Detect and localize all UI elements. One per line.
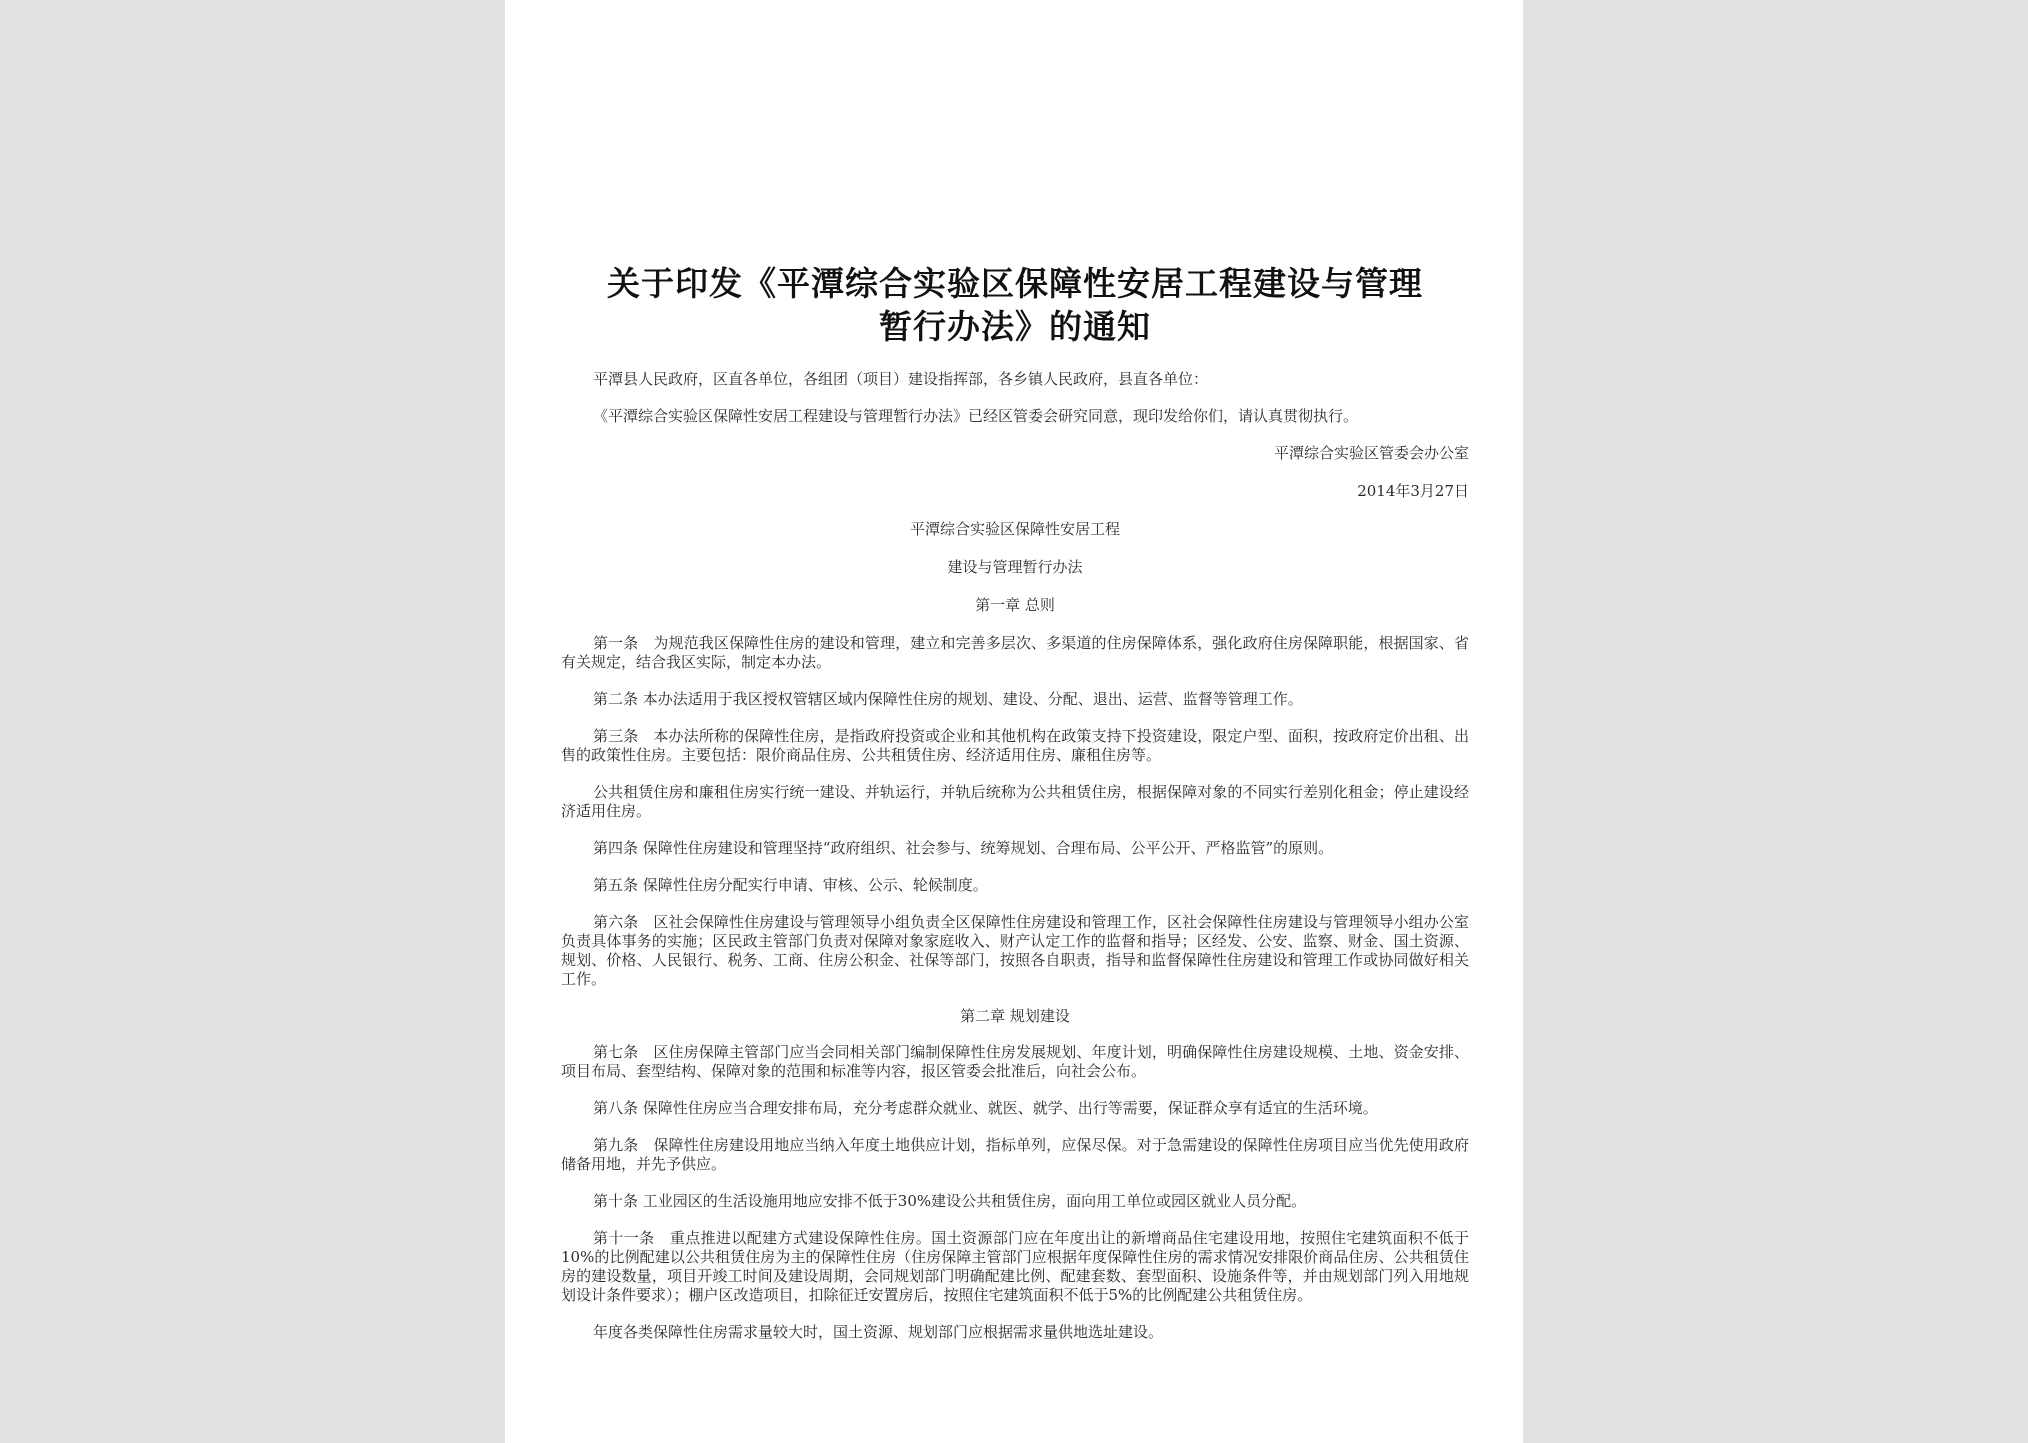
doc-title-line2: 建设与管理暂行办法 — [947, 558, 1083, 576]
notice-title-line2: 暂行办法》的通知 — [879, 307, 1151, 346]
article-1: 第一条 为规范我区保障性住房的建设和管理，建立和完善多层次、多渠道的住房保障体系，强化政府住房保障职能，根据国家、省有关规定，结合我区实际，制定本办法。 — [561, 634, 1469, 671]
article-5: 第五条 保障性住房分配实行申请、审核、公示、轮候制度。 — [593, 876, 988, 894]
intro-paragraph: 《平潭综合实验区保障性安居工程建设与管理暂行办法》已经区管委会研究同意，现印发给你们，请认真贯彻执行。 — [593, 407, 1359, 425]
chapter-heading: 第一章 总则 — [975, 596, 1055, 614]
article-3: 第三条 本办法所称的保障性住房，是指政府投资或企业和其他机构在政策支持下投资建设，限定户型、面积，按政府定价出租、出售的政策性住房。主要包括：限价商品住房、公共租赁住房、经济适用住房、廉租住房等。 — [561, 727, 1469, 764]
document-body — [561, 370, 1469, 1342]
article-6: 第六条 区社会保障性住房建设与管理领导小组负责全区保障性住房建设和管理工作，区社会保障性住房建设与管理领导小组办公室负责具体事务的实施；区民政主管部门负责对保障对象家庭收入、财产认定工作的监督和指导；区经发、公安、监察、财金、国土资源、规划、价格、人民银行、税务、工商、住房公积金、社保等部门，按照各自职责，指导和监督保障性住房建设和管理工作或协同做好相关工作。 — [561, 913, 1469, 988]
article-7: 第七条 区住房保障主管部门应当会同相关部门编制保障性住房发展规划、年度计划，明确保障性住房建设规模、土地、资金安排、项目布局、套型结构、保障对象的范围和标准等内容，报区管委会批准后，向社会公布。 — [561, 1043, 1469, 1080]
article-3-continued: 公共租赁住房和廉租住房实行统一建设、并轨运行，并轨后统称为公共租赁住房，根据保障对象的不同实行差别化租金；停止建设经济适用住房。 — [561, 783, 1469, 820]
chapter-heading: 第二章 规划建设 — [960, 1007, 1070, 1025]
article-11: 第十一条 重点推进以配建方式建设保障性住房。国土资源部门应在年度出让的新增商品住宅建设用地，按照住宅建筑面积不低于10%的比例配建以公共租赁住房为主的保障性住房（住房保障主管部门应根据年度保障性住房的需求情况安排限价商品住房、公共租赁住房的建设数量，项目开竣工时间及建设周期，会同规划部门明确配建比例、配建套数、套型面积、设施条件等，并由规划部门列入用地规划设计条件要求）；棚户区改造项目，扣除征迁安置房后，按照住宅建筑面积不低于5%的比例配建公共租赁住房。 — [561, 1229, 1469, 1304]
doc-title-line1: 平潭综合实验区保障性安居工程 — [909, 520, 1120, 538]
issue-date: 2014年3月27日 — [1357, 482, 1469, 500]
issuer: 平潭综合实验区管委会办公室 — [1273, 444, 1469, 462]
article-10: 第十条 工业园区的生活设施用地应安排不低于30%建设公共租赁住房，面向用工单位或园区就业人员分配。 — [593, 1192, 1307, 1210]
document-page — [505, 0, 1523, 1443]
addressee: 平潭县人民政府，区直各单位，各组团（项目）建设指挥部，各乡镇人民政府，县直各单位： — [593, 370, 1209, 388]
notice-title-line1: 关于印发《平潭综合实验区保障性安居工程建设与管理 — [607, 264, 1423, 303]
article-4: 第四条 保障性住房建设和管理坚持“政府组织、社会参与、统筹规划、合理布局、公平公开、严格监管”的原则。 — [593, 839, 1334, 857]
article-8: 第八条 保障性住房应当合理安排布局，充分考虑群众就业、就医、就学、出行等需要，保证群众享有适宜的生活环境。 — [593, 1099, 1378, 1117]
document-content — [561, 262, 1469, 1360]
article-2: 第二条 本办法适用于我区授权管辖区域内保障性住房的规划、建设、分配、退出、运营、监督等管理工作。 — [593, 690, 1303, 708]
notice-title — [561, 262, 1469, 348]
article-11-continued: 年度各类保障性住房需求量较大时，国土资源、规划部门应根据需求量供地选址建设。 — [593, 1323, 1164, 1341]
article-9: 第九条 保障性住房建设用地应当纳入年度土地供应计划，指标单列，应保尽保。对于急需建设的保障性住房项目应当优先使用政府储备用地，并先予供应。 — [561, 1136, 1469, 1173]
